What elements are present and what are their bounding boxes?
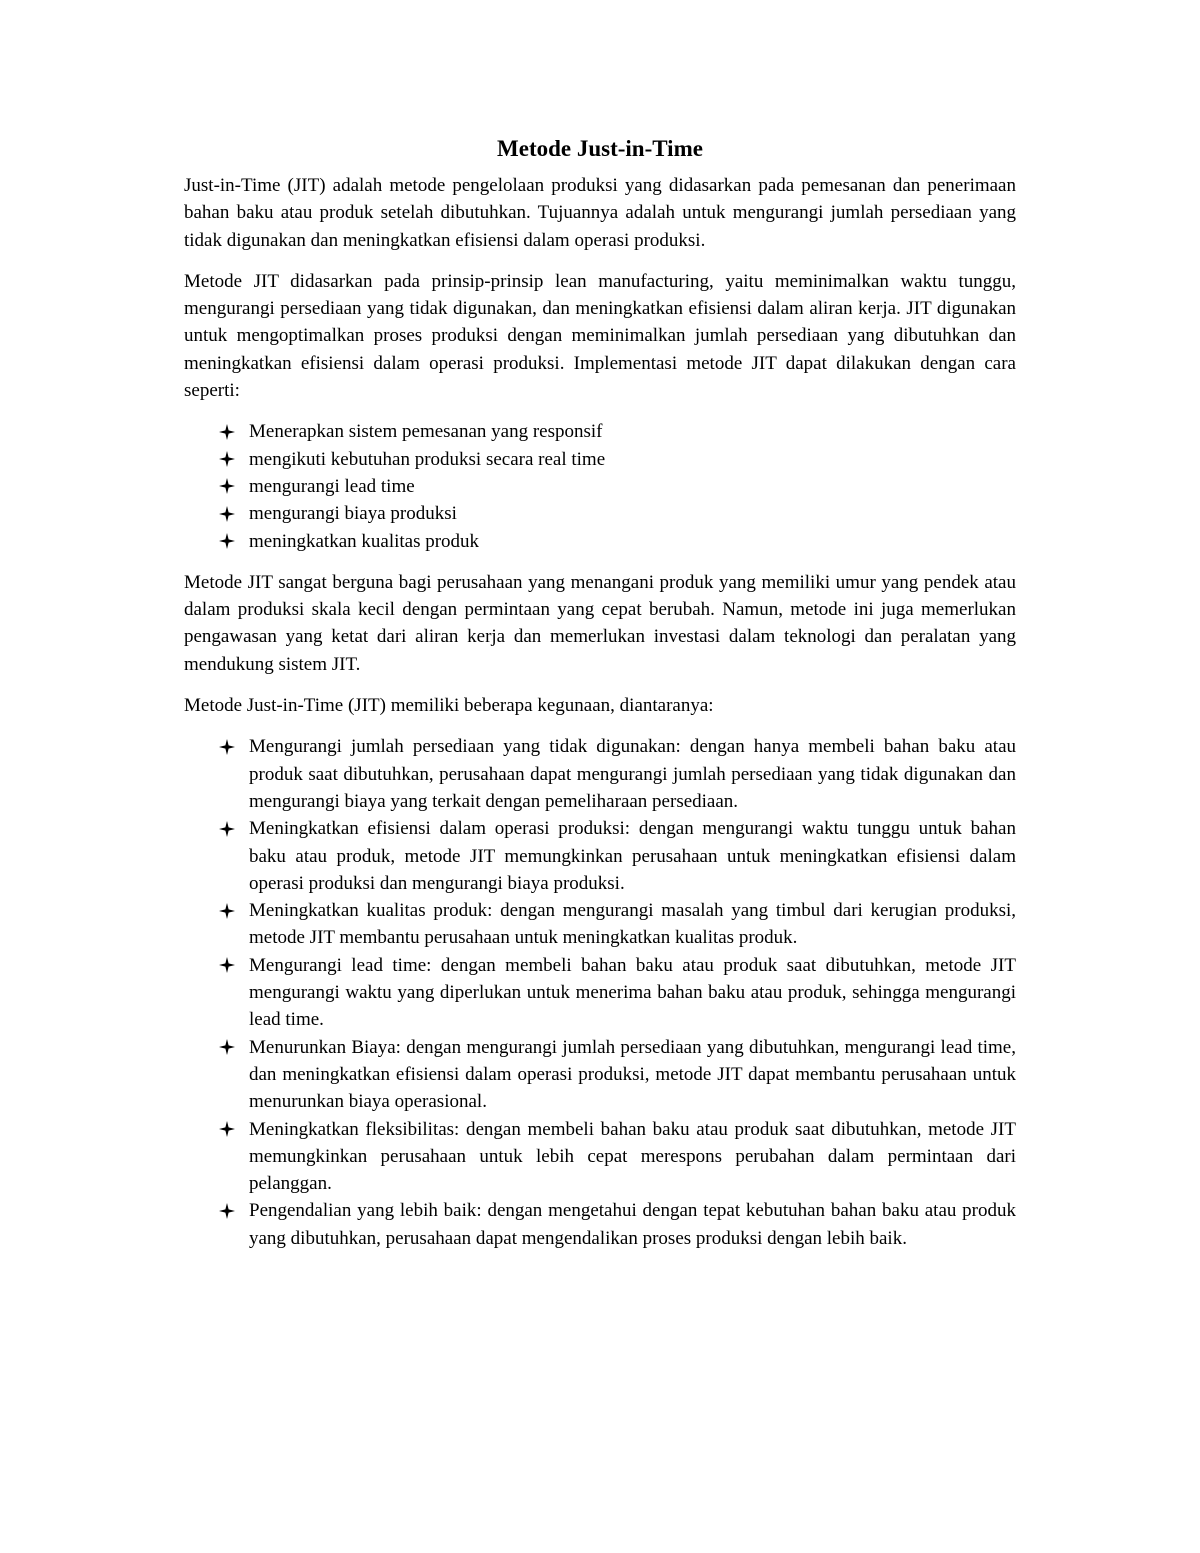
list-item-text: Meningkatkan kualitas produk: dengan mengurangi masalah yang timbul dari kerugian produksi, metode JIT membantu perusahaan untuk meningkatkan kualitas produk. (249, 900, 1016, 949)
list-item-text: Meningkatkan fleksibilitas: dengan membeli bahan baku atau produk saat dibutuhkan, metode JIT memungkinkan perusahaan untuk lebih cepat merespons perubahan dalam permintaan dari pelanggan. (249, 1118, 1016, 1195)
list-item-text: Meningkatkan efisiensi dalam operasi produksi: dengan mengurangi waktu tunggu untuk bahan baku atau produk, metode JIT memungkinkan perusahaan untuk meningkatkan efisiensi dalam operasi produksi dan mengurangi biaya produksi. (249, 818, 1016, 894)
list-item (184, 528, 1016, 555)
list-item-text: mengurangi biaya produksi (249, 503, 457, 525)
diamond-bullet-icon (218, 952, 236, 979)
list-item (184, 418, 1016, 445)
diamond-bullet-icon (218, 418, 236, 445)
list-item-text: Mengurangi lead time: dengan membeli bahan baku atau produk saat dibutuhkan, metode JIT mengurangi waktu yang diperlukan untuk menerima bahan baku atau produk, sehingga mengurangi lead time. (249, 954, 1016, 1031)
list-item-text: meningkatkan kualitas produk (249, 530, 480, 552)
list-item (184, 952, 1016, 1034)
principles-paragraph: Metode JIT didasarkan pada prinsip-prinsip lean manufacturing, yaitu meminimalkan waktu tunggu, mengurangi persediaan yang tidak digunakan, dan meningkatkan efisiensi dalam aliran kerja. JIT digunakan untuk mengoptimalkan proses produksi dengan meminimalkan jumlah persediaan yang dibutuhkan dan meningkatkan efisiensi dalam operasi produksi. Implementasi metode JIT dapat dilakukan dengan cara seperti: (184, 270, 1016, 402)
diamond-bullet-icon (218, 815, 236, 842)
document-title: Metode Just-in-Time (497, 136, 703, 161)
list-item-text: Menurunkan Biaya: dengan mengurangi jumlah persediaan yang dibutuhkan, mengurangi lead time, dan meningkatkan efisiensi dalam operasi produksi, metode JIT dapat membantu perusahaan untuk menurunkan biaya operasional. (249, 1036, 1016, 1113)
list-item (184, 733, 1016, 815)
list-item (184, 1116, 1016, 1198)
list-item-text: mengikuti kebutuhan produksi secara real time (249, 448, 606, 470)
list-item-text: mengurangi lead time (249, 475, 415, 497)
diamond-bullet-icon (218, 733, 236, 760)
intro-paragraph: Just-in-Time (JIT) adalah metode pengelolaan produksi yang didasarkan pada pemesanan dan penerimaan bahan baku atau produk setelah dibutuhkan. Tujuannya adalah untuk mengurangi jumlah persediaan yang tidak digunakan dan meningkatkan efisiensi dalam operasi produksi. (184, 175, 1016, 251)
diamond-bullet-icon (218, 473, 236, 500)
diamond-bullet-icon (218, 897, 236, 924)
diamond-bullet-icon (218, 500, 236, 527)
diamond-bullet-icon (218, 1034, 236, 1061)
list-item (184, 897, 1016, 952)
list-item (184, 815, 1016, 897)
diamond-bullet-icon (218, 446, 236, 473)
list-item (184, 473, 1016, 500)
implementation-list (184, 418, 1016, 554)
list-item-text: Menerapkan sistem pemesanan yang responsif (249, 421, 603, 443)
diamond-bullet-icon (218, 1116, 236, 1143)
list-item-text: Mengurangi jumlah persediaan yang tidak digunakan: dengan hanya membeli bahan baku atau produk saat dibutuhkan, perusahaan dapat mengurangi jumlah persediaan yang tidak digunakan dan mengurangi biaya yang terkait dengan pemeliharaan persediaan. (249, 736, 1016, 812)
document-page (184, 128, 1016, 1266)
diamond-bullet-icon (218, 1197, 236, 1224)
diamond-bullet-icon (218, 528, 236, 555)
benefits-list (184, 733, 1016, 1252)
usefulness-paragraph: Metode JIT sangat berguna bagi perusahaan yang menangani produk yang memiliki umur yang pendek atau dalam produksi skala kecil dengan permintaan yang cepat berubah. Namun, metode ini juga memerlukan pengawasan yang ketat dari aliran kerja dan memerlukan investasi dalam teknologi dan peralatan yang mendukung sistem JIT. (184, 571, 1016, 675)
list-item (184, 500, 1016, 527)
benefits-intro: Metode Just-in-Time (JIT) memiliki beberapa kegunaan, diantaranya: (184, 695, 714, 717)
list-item (184, 446, 1016, 473)
list-item-text: Pengendalian yang lebih baik: dengan mengetahui dengan tepat kebutuhan bahan baku atau produk yang dibutuhkan, perusahaan dapat mengendalikan proses produksi dengan lebih baik. (249, 1200, 1016, 1249)
list-item (184, 1034, 1016, 1116)
list-item (184, 1197, 1016, 1252)
